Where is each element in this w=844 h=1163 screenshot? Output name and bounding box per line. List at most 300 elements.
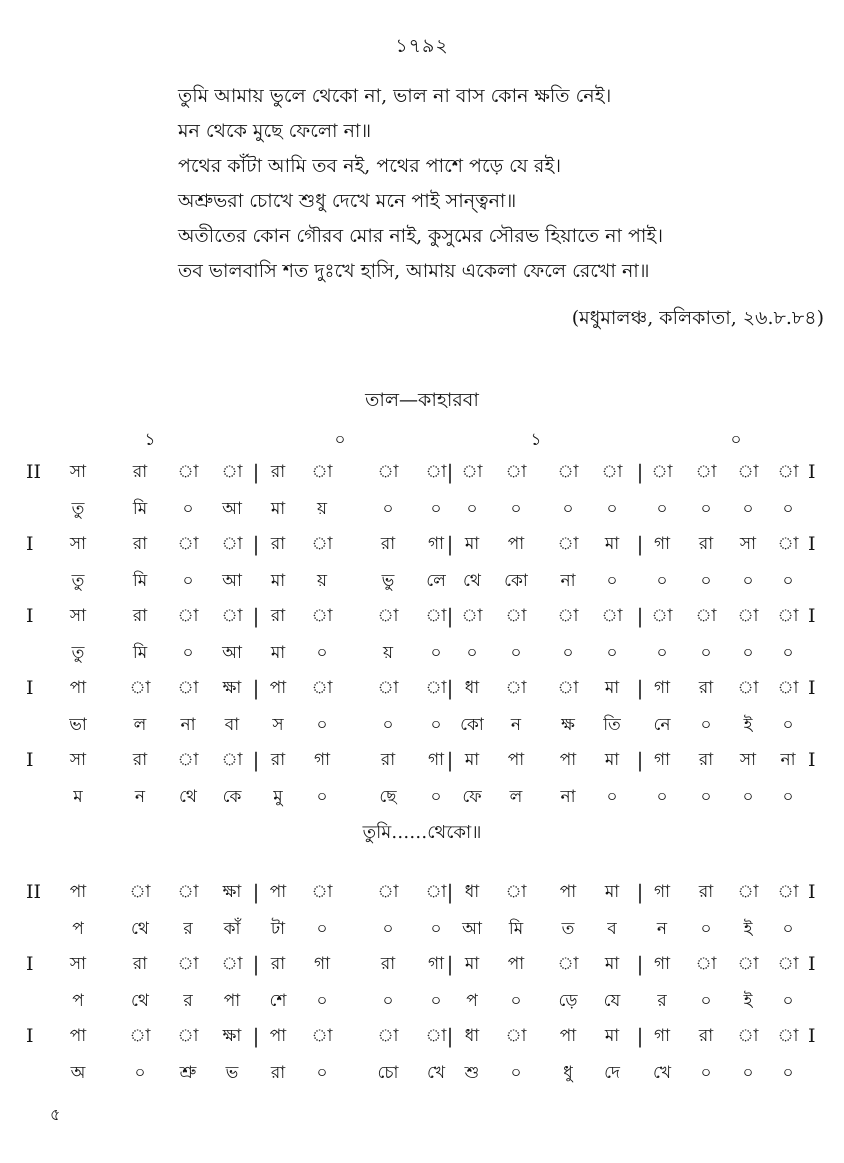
note: া	[695, 606, 717, 626]
note: রা	[380, 534, 396, 554]
lyric-syllable: পা	[223, 991, 241, 1011]
note: গা	[427, 534, 445, 554]
note: া	[377, 678, 399, 698]
note: গা	[313, 954, 331, 974]
note: ক্ষা	[222, 1026, 242, 1046]
lyric-syllable: ০	[562, 643, 574, 663]
note: া	[737, 678, 759, 698]
lyric-syllable: থে	[131, 919, 149, 939]
lyric-syllable: ০	[316, 787, 328, 807]
lyric-syllable: থে	[463, 571, 481, 591]
note: মা	[604, 954, 620, 974]
lyric-syllable: রা	[270, 1063, 286, 1083]
bar-line: |	[636, 676, 644, 700]
beat-marker: ১	[530, 430, 542, 450]
note: া	[651, 606, 673, 626]
note: রা	[132, 534, 148, 554]
lyric-syllable: কো	[460, 715, 484, 735]
lyric-syllable: ০	[782, 643, 794, 663]
bar-line: |	[636, 604, 644, 628]
note: া	[311, 462, 333, 482]
note: না	[780, 750, 796, 770]
bar-line: |	[446, 676, 454, 700]
bar-line: |	[446, 748, 454, 772]
note: গা	[653, 1026, 671, 1046]
note: া	[311, 1026, 333, 1046]
lyric-syllable: র	[183, 991, 193, 1011]
note: া	[505, 462, 527, 482]
note: া	[557, 534, 579, 554]
lyric-syllable: ০	[382, 499, 394, 519]
note: া	[221, 606, 243, 626]
note: া	[737, 462, 759, 482]
note: রা	[132, 462, 148, 482]
lyric-syllable: ব	[607, 919, 617, 939]
note: সা	[69, 954, 87, 974]
note: পা	[507, 954, 525, 974]
note: গা	[653, 678, 671, 698]
lyric-syllable: স	[272, 715, 284, 735]
note: সা	[69, 534, 87, 554]
bar-line: |	[252, 676, 260, 700]
note: রা	[132, 606, 148, 626]
lyric-syllable: না	[560, 787, 576, 807]
note: রা	[270, 954, 286, 974]
lyric-syllable: ০	[430, 787, 442, 807]
note: গা	[653, 534, 671, 554]
lyric-syllable: ত	[561, 919, 575, 939]
lyric-syllable: মি	[132, 499, 148, 519]
note: া	[737, 606, 759, 626]
note: সা	[69, 750, 87, 770]
beat-marker: ১	[144, 430, 156, 450]
lyric-syllable: ভু	[381, 571, 395, 591]
bar-line: |	[446, 880, 454, 904]
note: া	[311, 678, 333, 698]
lyric-syllable: ন	[656, 919, 668, 939]
note: গা	[653, 954, 671, 974]
lyric-syllable: ল	[133, 715, 147, 735]
system-end-mark: I	[808, 953, 816, 975]
lyric-syllable: আ	[222, 643, 242, 663]
lyric-syllable: তি	[603, 715, 621, 735]
lyric-syllable: ভা	[69, 715, 87, 735]
lyric-syllable: মা	[270, 643, 286, 663]
note: রা	[698, 750, 714, 770]
lyric-syllable: মি	[508, 919, 524, 939]
note: া	[377, 462, 399, 482]
note: া	[221, 462, 243, 482]
lyric-syllable: চো	[377, 1063, 399, 1083]
note: া	[129, 678, 151, 698]
note: পা	[269, 882, 287, 902]
lyric-syllable: আ	[222, 571, 242, 591]
lyric-syllable: শু	[464, 1063, 480, 1083]
lyric-syllable: ০	[134, 1063, 146, 1083]
note: পা	[507, 750, 525, 770]
note: পা	[69, 882, 87, 902]
note: া	[177, 534, 199, 554]
lyric-syllable: ন	[510, 715, 522, 735]
note: া	[651, 462, 673, 482]
system-start-mark: I	[26, 1025, 34, 1047]
lyric-syllable: অ	[70, 1063, 86, 1083]
note: া	[557, 606, 579, 626]
note: া	[177, 882, 199, 902]
lyric-syllable: মু	[273, 787, 283, 807]
note: া	[737, 1026, 759, 1046]
lyric-syllable: টা	[270, 919, 286, 939]
note: া	[425, 1026, 447, 1046]
lyric-syllable: ০	[700, 919, 712, 939]
lyric-syllable: র	[183, 919, 193, 939]
lyric-syllable: প	[72, 919, 84, 939]
note: া	[557, 954, 579, 974]
lyric-line: পথের কাঁটা আমি তব নই, পথের পাশে পড়ে যে রই।	[178, 155, 561, 177]
lyric-syllable: ০	[430, 499, 442, 519]
note: া	[601, 606, 623, 626]
note: া	[221, 534, 243, 554]
bar-line: |	[446, 952, 454, 976]
lyric-syllable: ০	[782, 499, 794, 519]
lyric-syllable: ক্ষ	[561, 715, 575, 735]
note: া	[177, 954, 199, 974]
bar-line: |	[636, 748, 644, 772]
note: া	[311, 606, 333, 626]
note: া	[425, 882, 447, 902]
lyric-line: তব ভালবাসি শত দুঃখে হাসি, আমায় একেলা ফেলে রেখো না॥	[178, 260, 650, 282]
bar-line: |	[252, 880, 260, 904]
lyric-syllable: ০	[742, 499, 754, 519]
note: পা	[559, 750, 577, 770]
lyric-syllable: মি	[132, 643, 148, 663]
lyric-syllable: য়	[382, 643, 393, 663]
system-start-mark: II	[26, 461, 42, 483]
lyric-syllable: তু	[71, 499, 85, 519]
lyric-syllable: ০	[606, 787, 618, 807]
bar-line: |	[252, 952, 260, 976]
note: া	[601, 462, 623, 482]
lyric-syllable: ছে	[379, 787, 397, 807]
note: া	[377, 882, 399, 902]
lyric-syllable: আ	[222, 499, 242, 519]
note: মা	[464, 534, 480, 554]
note: রা	[132, 750, 148, 770]
note: া	[505, 606, 527, 626]
bar-line: |	[252, 1024, 260, 1048]
lyric-syllable: ০	[656, 643, 668, 663]
lyric-syllable: ০	[700, 643, 712, 663]
note: রা	[132, 954, 148, 974]
lyric-syllable: ০	[510, 499, 522, 519]
lyric-syllable: ০	[782, 571, 794, 591]
lyric-syllable: ০	[430, 643, 442, 663]
note: ধা	[464, 1026, 480, 1046]
lyric-syllable: ০	[656, 499, 668, 519]
note: রা	[270, 606, 286, 626]
note: া	[425, 678, 447, 698]
bar-line: |	[446, 1024, 454, 1048]
system-start-mark: I	[26, 605, 34, 627]
note: া	[777, 606, 799, 626]
note: া	[557, 678, 579, 698]
note: া	[311, 534, 333, 554]
note: সা	[69, 606, 87, 626]
lyric-syllable: ০	[316, 991, 328, 1011]
lyric-syllable: ০	[316, 919, 328, 939]
lyric-syllable: ই	[743, 919, 753, 939]
note: া	[777, 954, 799, 974]
bar-line: |	[636, 532, 644, 556]
lyric-syllable: ০	[782, 1063, 794, 1083]
lyric-line: তুমি আমায় ভুলে থেকো না, ভাল না বাস কোন ক্ষতি নেই।	[178, 85, 612, 107]
note: া	[695, 462, 717, 482]
lyric-syllable: ০	[782, 715, 794, 735]
note: া	[737, 882, 759, 902]
note: রা	[270, 750, 286, 770]
bar-line: |	[446, 532, 454, 556]
note: গা	[427, 954, 445, 974]
lyric-syllable: ০	[742, 1063, 754, 1083]
lyric-syllable: কো	[504, 571, 528, 591]
lyric-syllable: ০	[700, 1063, 712, 1083]
lyric-syllable: য়	[316, 499, 327, 519]
system-end-mark: I	[808, 461, 816, 483]
note: পা	[69, 1026, 87, 1046]
bar-line: |	[636, 952, 644, 976]
lyric-syllable: যে	[603, 991, 621, 1011]
lyric-syllable: নে	[653, 715, 671, 735]
note: রা	[698, 882, 714, 902]
lyric-syllable: ০	[782, 787, 794, 807]
lyric-syllable: ০	[700, 787, 712, 807]
system-start-mark: I	[26, 749, 34, 771]
system-start-mark: I	[26, 953, 34, 975]
note: া	[177, 462, 199, 482]
lyric-syllable: ০	[510, 1063, 522, 1083]
note: সা	[739, 534, 757, 554]
lyric-syllable: ল	[509, 787, 523, 807]
lyric-syllable: মা	[270, 571, 286, 591]
lyric-syllable: ০	[316, 715, 328, 735]
note: া	[177, 1026, 199, 1046]
lyric-syllable: র	[657, 991, 667, 1011]
note: া	[177, 678, 199, 698]
note: মা	[604, 534, 620, 554]
lyric-syllable: ০	[606, 571, 618, 591]
lyric-syllable: প	[72, 991, 84, 1011]
note: া	[777, 678, 799, 698]
note: ধা	[464, 678, 480, 698]
system-end-mark: I	[808, 533, 816, 555]
system-start-mark: II	[26, 881, 42, 903]
lyric-syllable: লে	[426, 571, 446, 591]
lyric-syllable: ই	[743, 991, 753, 1011]
lyric-syllable: ই	[743, 715, 753, 735]
note: মা	[604, 678, 620, 698]
lyric-syllable: ভ	[225, 1063, 239, 1083]
lyric-syllable: ০	[700, 571, 712, 591]
bar-line: |	[636, 460, 644, 484]
lyric-syllable: তু	[71, 643, 85, 663]
lyric-syllable: ০	[700, 715, 712, 735]
note: সা	[739, 750, 757, 770]
lyric-syllable: ০	[742, 571, 754, 591]
lyric-syllable: ০	[316, 1063, 328, 1083]
lyric-syllable: ০	[382, 919, 394, 939]
note: মা	[604, 882, 620, 902]
note: া	[557, 462, 579, 482]
bar-line: |	[252, 532, 260, 556]
lyric-syllable: মি	[132, 571, 148, 591]
lyric-syllable: ০	[382, 715, 394, 735]
lyric-syllable: শে	[269, 991, 287, 1011]
lyric-syllable: ০	[656, 571, 668, 591]
lyric-syllable: কে	[222, 787, 242, 807]
note: রা	[698, 534, 714, 554]
note: া	[221, 954, 243, 974]
note: া	[129, 882, 151, 902]
lyric-syllable: কাঁ	[223, 919, 241, 939]
note: রা	[380, 750, 396, 770]
lyric-syllable: শ্রু	[179, 1063, 197, 1083]
note: পা	[269, 1026, 287, 1046]
note: রা	[698, 678, 714, 698]
note: া	[505, 1026, 527, 1046]
lyric-syllable: মা	[270, 499, 286, 519]
note: রা	[698, 1026, 714, 1046]
note: া	[311, 882, 333, 902]
bar-line: |	[252, 604, 260, 628]
lyric-syllable: ০	[782, 991, 794, 1011]
source-citation: (মধুমালঞ্চ, কলিকাতা, ২৬.৮.৮৪)	[571, 307, 824, 329]
lyric-syllable: ০	[382, 991, 394, 1011]
note: া	[377, 606, 399, 626]
note: া	[221, 750, 243, 770]
note: পা	[507, 534, 525, 554]
lyric-syllable: ০	[182, 643, 194, 663]
refrain-label: তুমি……থেকো॥	[362, 822, 482, 843]
lyric-syllable: ০	[316, 643, 328, 663]
note: া	[505, 882, 527, 902]
system-end-mark: I	[808, 605, 816, 627]
beat-marker: ০	[730, 430, 742, 450]
system-end-mark: I	[808, 677, 816, 699]
note: পা	[269, 678, 287, 698]
lyric-line: অতীতের কোন গৌরব মোর নাই, কুসুমের সৌরভ হিয়াতে না পাই।	[178, 225, 664, 247]
note: রা	[270, 462, 286, 482]
note: া	[737, 954, 759, 974]
note: মা	[464, 750, 480, 770]
bar-line: |	[636, 1024, 644, 1048]
note: গা	[653, 750, 671, 770]
lyric-syllable: বা	[224, 715, 240, 735]
note: রা	[380, 954, 396, 974]
lyric-syllable: ০	[466, 643, 478, 663]
lyric-syllable: ০	[182, 571, 194, 591]
lyric-syllable: য়	[316, 571, 327, 591]
lyric-syllable: দে	[604, 1063, 620, 1083]
system-end-mark: I	[808, 1025, 816, 1047]
note: পা	[69, 678, 87, 698]
lyric-syllable: ন	[134, 787, 146, 807]
lyric-syllable: ০	[430, 919, 442, 939]
lyric-syllable: ম	[73, 787, 83, 807]
note: া	[777, 1026, 799, 1046]
lyric-syllable: ০	[606, 643, 618, 663]
lyric-syllable: না	[180, 715, 196, 735]
lyric-syllable: ০	[466, 499, 478, 519]
lyric-syllable: ০	[510, 991, 522, 1011]
note: া	[129, 1026, 151, 1046]
lyric-syllable: না	[560, 571, 576, 591]
note: গা	[427, 750, 445, 770]
bar-line: |	[252, 460, 260, 484]
lyric-syllable: খে	[652, 1063, 672, 1083]
lyric-syllable: ধু	[563, 1063, 573, 1083]
note: া	[425, 462, 447, 482]
note: া	[177, 606, 199, 626]
tala-title: তাল—কাহারবা	[365, 389, 479, 411]
lyric-syllable: ০	[742, 643, 754, 663]
lyric-syllable: ০	[430, 991, 442, 1011]
lyric-syllable: ০	[782, 919, 794, 939]
lyric-line: অশ্রুভরা চোখে শুধু দেখে মনে পাই সান্ত্বনা॥	[178, 190, 517, 212]
note: া	[695, 954, 717, 974]
note: মা	[604, 750, 620, 770]
system-start-mark: I	[26, 533, 34, 555]
note: পা	[559, 882, 577, 902]
lyric-syllable: ০	[700, 499, 712, 519]
lyric-syllable: তু	[71, 571, 85, 591]
note: সা	[69, 462, 87, 482]
lyric-syllable: প	[466, 991, 478, 1011]
note: গা	[653, 882, 671, 902]
bar-line: |	[636, 880, 644, 904]
lyric-syllable: ০	[700, 991, 712, 1011]
note: ক্ষা	[222, 678, 242, 698]
bar-line: |	[446, 604, 454, 628]
bar-line: |	[446, 460, 454, 484]
note: ক্ষা	[222, 882, 242, 902]
note: া	[777, 534, 799, 554]
note: পা	[559, 1026, 577, 1046]
note: ধা	[464, 882, 480, 902]
note: া	[777, 882, 799, 902]
note: মা	[604, 1026, 620, 1046]
note: া	[777, 462, 799, 482]
lyric-line: মন থেকে মুছে ফেলো না॥	[178, 120, 372, 142]
footer-page-mark: ৫	[50, 1105, 61, 1124]
note: া	[505, 678, 527, 698]
lyric-syllable: ড়ে	[558, 991, 578, 1011]
lyric-syllable: ০	[430, 715, 442, 735]
beat-marker: ০	[334, 430, 346, 450]
note: া	[461, 606, 483, 626]
page-number: ১৭৯২	[395, 35, 449, 57]
system-start-mark: I	[26, 677, 34, 699]
lyric-syllable: ০	[510, 643, 522, 663]
lyric-syllable: ০	[182, 499, 194, 519]
lyric-syllable: খে	[426, 1063, 446, 1083]
lyric-syllable: থে	[179, 787, 197, 807]
system-end-mark: I	[808, 881, 816, 903]
system-end-mark: I	[808, 749, 816, 771]
note: গা	[313, 750, 331, 770]
lyric-syllable: আ	[462, 919, 482, 939]
note: া	[425, 606, 447, 626]
note: া	[377, 1026, 399, 1046]
